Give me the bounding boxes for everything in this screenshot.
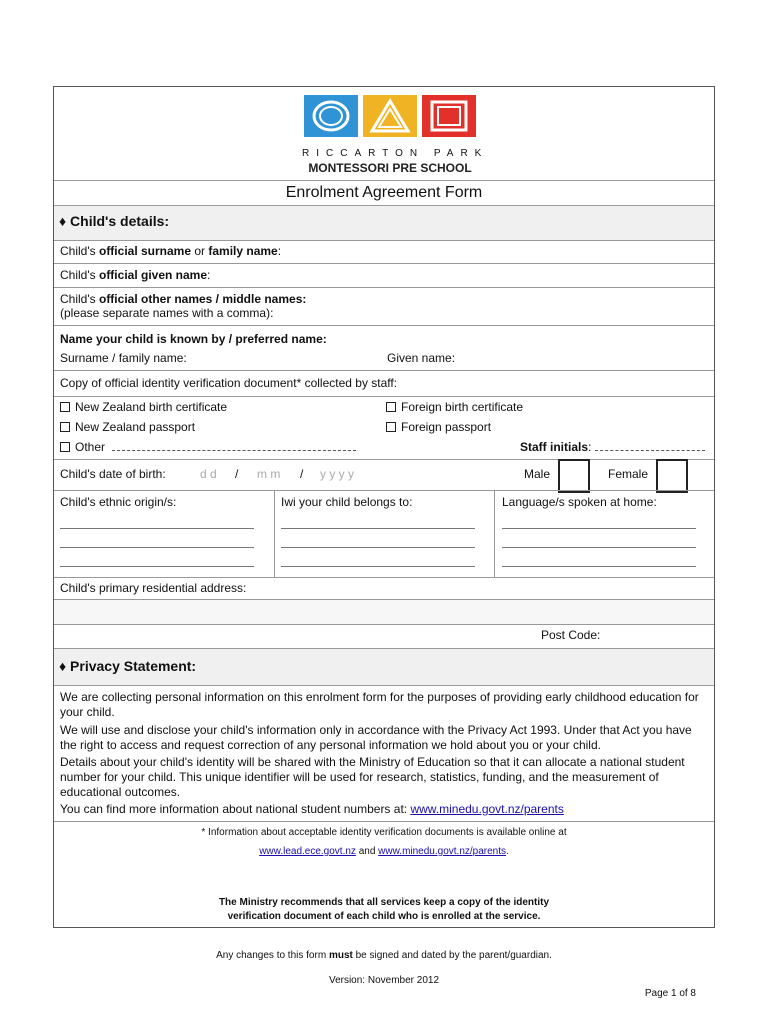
- dob-sep-1: /: [235, 467, 239, 481]
- ministry-line2: verification document of each child who is enrolled at the service.: [227, 911, 541, 922]
- male-label: Male: [524, 467, 551, 481]
- male-checkbox[interactable]: [558, 459, 590, 493]
- id-doc-label: Copy of official identity verification document* collected by staff:: [60, 376, 398, 390]
- ethnic-label: Child's ethnic origin/s:: [60, 495, 177, 509]
- dob-label: Child's date of birth:: [60, 467, 166, 481]
- iwi-line-2[interactable]: [281, 547, 475, 548]
- iwi-line-1[interactable]: [281, 528, 475, 529]
- other-names-label: Child's official other names / middle names:: [60, 292, 307, 306]
- option-nz-passport[interactable]: New Zealand passport: [60, 420, 195, 435]
- staff-initials-input[interactable]: [595, 450, 705, 451]
- language-line-1[interactable]: [502, 528, 696, 529]
- dob-month[interactable]: m m: [257, 467, 281, 481]
- dob-sep-2: /: [300, 467, 304, 481]
- given-name-label: Child's official given name:: [60, 268, 211, 282]
- ethnic-line-1[interactable]: [60, 528, 254, 529]
- form-title: Enrolment Agreement Form: [285, 184, 483, 201]
- checkbox-icon[interactable]: [60, 422, 70, 432]
- option-foreign-passport[interactable]: Foreign passport: [386, 420, 491, 435]
- minedu-parents-link[interactable]: www.minedu.govt.nz/parents: [378, 846, 507, 857]
- privacy-p3: Details about your child's identity will be shared with the Ministry of Education so that it can allocate a national student number for your child. This unique identifier will be used for research, statistics, funding, and the measurement of educational outcomes.: [60, 755, 685, 799]
- other-names-hint: (please separate names with a comma):: [60, 306, 274, 320]
- option-foreign-birth[interactable]: Foreign birth certificate: [386, 400, 523, 415]
- option-nz-birth[interactable]: New Zealand birth certificate: [60, 400, 227, 415]
- privacy-p1: We are collecting personal information on this enrolment form for the purposes of providing early childhood education for your child.: [60, 690, 699, 719]
- ethnic-line-3[interactable]: [60, 566, 254, 567]
- checkbox-icon[interactable]: [386, 402, 396, 412]
- page-number: Page 1 of 8: [644, 988, 696, 999]
- minedu-link[interactable]: www.minedu.govt.nz/parents: [410, 802, 564, 816]
- language-label: Language/s spoken at home:: [502, 495, 657, 509]
- lead-ece-link[interactable]: www.lead.ece.govt.nz: [259, 846, 356, 857]
- iwi-label: Iwi your child belongs to:: [281, 495, 413, 509]
- postcode-label: Post Code:: [541, 628, 601, 642]
- other-input[interactable]: [112, 450, 356, 451]
- staff-initials: Staff initials:: [520, 440, 705, 455]
- known-by-heading: Name your child is known by / preferred name:: [60, 332, 327, 346]
- changes-note: Any changes to this form must be signed and dated by the parent/guardian.: [216, 950, 552, 961]
- school-logo: [302, 93, 489, 179]
- female-checkbox[interactable]: [656, 459, 688, 493]
- known-by-surname-label: Surname / family name:: [60, 351, 187, 365]
- ministry-line1: The Ministry recommends that all services keep a copy of the identity: [218, 897, 550, 908]
- surname-label: Child's official surname or family name:: [60, 244, 282, 258]
- footnote-line1: * Information about acceptable identity verification documents is available online at: [201, 827, 567, 838]
- language-line-3[interactable]: [502, 566, 696, 567]
- privacy-p4: You can find more information about national student numbers at: www.minedu.govt.nz/parents: [60, 802, 564, 816]
- address-label: Child's primary residential address:: [60, 581, 247, 595]
- form-frame: [53, 86, 715, 928]
- address-input[interactable]: [54, 600, 714, 624]
- version-note: Version: November 2012: [328, 975, 440, 986]
- female-label: Female: [608, 467, 649, 481]
- known-by-given-label: Given name:: [387, 351, 456, 365]
- dob-year[interactable]: y y y y: [320, 467, 355, 481]
- logo-graphic-icon: [302, 93, 478, 139]
- child-details-heading: ♦ Child's details:: [59, 213, 170, 229]
- language-line-2[interactable]: [502, 547, 696, 548]
- logo-line2: MONTESSORI PRE SCHOOL: [308, 161, 472, 175]
- checkbox-icon[interactable]: [60, 442, 70, 452]
- iwi-line-3[interactable]: [281, 566, 475, 567]
- dob-day[interactable]: d d: [200, 467, 217, 481]
- checkbox-icon[interactable]: [386, 422, 396, 432]
- ethnic-line-2[interactable]: [60, 547, 254, 548]
- option-other[interactable]: Other: [60, 440, 356, 455]
- privacy-p2: We will use and disclose your child's information only in accordance with the Privacy Act 1993. Under that Act you have the right to access and request correction of any personal information we hold about you or your child.: [60, 723, 692, 752]
- footnote-line2: www.lead.ece.govt.nz and www.minedu.govt.nz/parents.: [259, 846, 509, 857]
- checkbox-icon[interactable]: [60, 402, 70, 412]
- privacy-heading: ♦ Privacy Statement:: [59, 658, 197, 674]
- logo-line1: RICCARTON PARK: [302, 148, 489, 159]
